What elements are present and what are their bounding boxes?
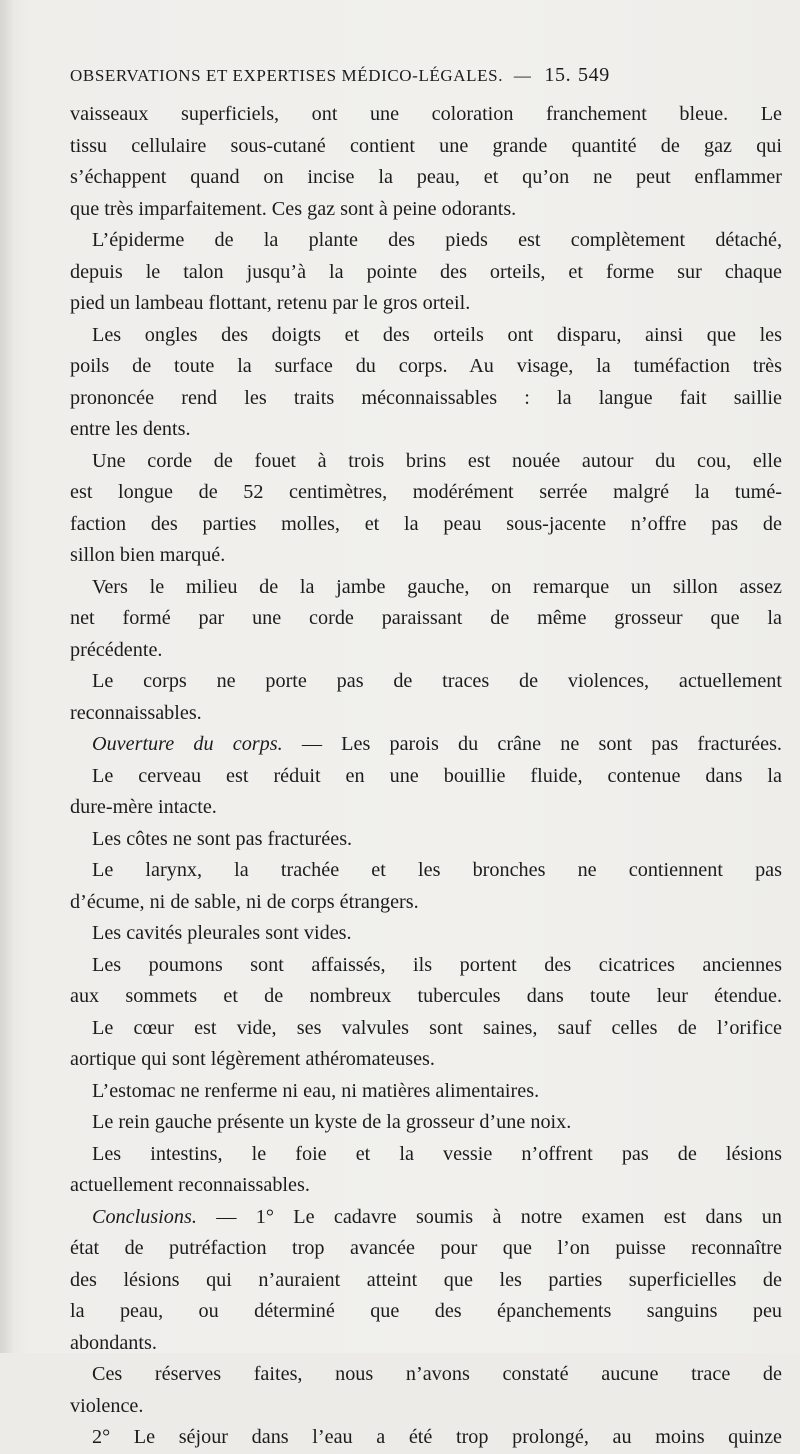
section-heading: Ouverture du corps. bbox=[92, 733, 283, 755]
text-line bbox=[70, 1233, 782, 1265]
text-line bbox=[70, 1328, 782, 1360]
line-text: état de putréfaction trop avancée pour que l’on puisse reconnaître bbox=[70, 1237, 782, 1259]
running-head bbox=[70, 64, 780, 90]
line-text: des lésions qui n’auraient atteint que les parties superficielles de bbox=[70, 1268, 782, 1291]
text-line bbox=[70, 1139, 782, 1171]
text-line bbox=[70, 761, 782, 793]
line-text: Les cavités pleurales sont vides. bbox=[92, 922, 352, 944]
line-text: poils de toute la surface du corps. Au visage, la tuméfaction très bbox=[70, 355, 782, 377]
line-text: Le larynx, la trachée et les bronches ne contiennent pas bbox=[92, 859, 782, 881]
text-line bbox=[70, 351, 782, 383]
line-text: Le cerveau est réduit en une bouillie fluide, contenue dans la bbox=[92, 764, 782, 787]
text-line bbox=[70, 225, 782, 257]
line-text: 2° Le séjour dans l’eau a été trop prolongé, au moins quinze bbox=[92, 1426, 782, 1448]
line-text: actuellement reconnaissables. bbox=[70, 1174, 310, 1196]
line-text: violence. bbox=[70, 1394, 144, 1417]
line-text: Les ongles des doigts et des orteils ont disparu, ainsi que les bbox=[92, 323, 782, 346]
text-line bbox=[70, 99, 782, 131]
line-text: Les poumons sont affaissés, ils portent des cicatrices anciennes bbox=[92, 953, 782, 976]
text-line bbox=[70, 288, 782, 320]
line-text: Le rein gauche présente un kyste de la grosseur d’une noix. bbox=[92, 1111, 572, 1133]
section-heading: Conclusions. bbox=[92, 1205, 197, 1228]
text-line bbox=[70, 1107, 782, 1139]
line-text: — Les parois du crâne ne sont pas fracturées. bbox=[282, 733, 782, 755]
text-line bbox=[70, 131, 782, 163]
text-line bbox=[70, 257, 782, 289]
text-line bbox=[70, 729, 782, 761]
text-line bbox=[70, 1044, 782, 1076]
line-text: que très imparfaitement. Ces gaz sont à peine odorants. bbox=[70, 197, 517, 220]
text-line bbox=[70, 194, 782, 226]
text-line bbox=[70, 1422, 782, 1454]
text-line bbox=[70, 162, 782, 194]
text-line bbox=[70, 540, 782, 572]
text-line bbox=[70, 918, 782, 950]
text-line bbox=[70, 320, 782, 352]
line-text: la peau, ou déterminé que des épanchements sanguins peu bbox=[70, 1300, 782, 1322]
text-line bbox=[70, 824, 782, 856]
line-text: aux sommets et de nombreux tubercules dans toute leur étendue. bbox=[70, 985, 782, 1007]
text-line bbox=[70, 477, 782, 509]
chapter-number: 15. bbox=[544, 64, 572, 86]
line-text: L’épiderme de la plante des pieds est complètement détaché, bbox=[92, 229, 782, 251]
text-line bbox=[70, 1013, 782, 1045]
line-text: prononcée rend les traits méconnaissables : la langue fait saillie bbox=[70, 386, 782, 409]
text-line bbox=[70, 666, 782, 698]
line-text: Les côtes ne sont pas fracturées. bbox=[92, 827, 353, 850]
text-line bbox=[70, 855, 782, 887]
body-text bbox=[70, 99, 782, 1454]
line-text: depuis le talon jusqu’à la pointe des orteils, et forme sur chaque bbox=[70, 260, 782, 283]
text-line bbox=[70, 1359, 782, 1391]
line-text: aortique qui sont légèrement athéromateuses. bbox=[70, 1048, 435, 1070]
text-line bbox=[70, 572, 782, 604]
line-text: abondants. bbox=[70, 1331, 157, 1354]
page-number: 549 bbox=[578, 64, 610, 86]
line-text: Le cœur est vide, ses valvules sont saines, sauf celles de l’orifice bbox=[92, 1016, 782, 1039]
line-text: s’échappent quand on incise la peau, et qu’on ne peut enflammer bbox=[70, 166, 782, 188]
running-head-title: OBSERVATIONS ET EXPERTISES MÉDICO-LÉGALES. bbox=[70, 66, 504, 85]
text-line bbox=[70, 887, 782, 919]
line-text: sillon bien marqué. bbox=[70, 544, 226, 566]
text-line bbox=[70, 603, 782, 635]
text-line bbox=[70, 950, 782, 982]
line-text: Une corde de fouet à trois brins est nouée autour du cou, elle bbox=[92, 449, 782, 472]
line-text: dure-mère intacte. bbox=[70, 796, 217, 818]
text-line bbox=[70, 1265, 782, 1297]
line-text: Les intestins, le foie et la vessie n’offrent pas de lésions bbox=[92, 1142, 782, 1165]
text-line bbox=[70, 635, 782, 667]
text-line bbox=[70, 509, 782, 541]
line-text: pied un lambeau flottant, retenu par le gros orteil. bbox=[70, 292, 471, 314]
text-line bbox=[70, 1076, 782, 1108]
line-text: Ces réserves faites, nous n’avons constaté aucune trace de bbox=[92, 1363, 782, 1385]
text-line bbox=[70, 1391, 782, 1423]
line-text: Vers le milieu de la jambe gauche, on remarque un sillon assez bbox=[92, 575, 782, 598]
line-text: vaisseaux superficiels, ont une coloration franchement bleue. Le bbox=[70, 103, 782, 125]
line-text: tissu cellulaire sous-cutané contient une grande quantité de gaz qui bbox=[70, 134, 782, 157]
text-line bbox=[70, 698, 782, 730]
text-line bbox=[70, 414, 782, 446]
text-line bbox=[70, 446, 782, 478]
text-line bbox=[70, 1170, 782, 1202]
text-line bbox=[70, 1202, 782, 1234]
text-line bbox=[70, 792, 782, 824]
text-line bbox=[70, 1296, 782, 1328]
line-text: — 1° Le cadavre soumis à notre examen est dans un bbox=[196, 1205, 782, 1228]
text-line bbox=[70, 981, 782, 1013]
line-text: entre les dents. bbox=[70, 418, 191, 440]
line-text: L’estomac ne renferme ni eau, ni matières alimentaires. bbox=[92, 1079, 540, 1102]
line-text: Le corps ne porte pas de traces de violences, actuellement bbox=[92, 670, 782, 692]
line-text: reconnaissables. bbox=[70, 701, 202, 724]
page-gutter-shadow bbox=[0, 0, 14, 1353]
text-line bbox=[70, 383, 782, 415]
line-text: est longue de 52 centimètres, modérément serrée malgré la tumé- bbox=[70, 481, 782, 503]
line-text: d’écume, ni de sable, ni de corps étrangers. bbox=[70, 890, 419, 913]
line-text: net formé par une corde paraissant de même grosseur que la bbox=[70, 607, 782, 629]
line-text: faction des parties molles, et la peau sous-jacente n’offre pas de bbox=[70, 512, 782, 535]
running-head-separator: — bbox=[513, 66, 532, 85]
line-text: précédente. bbox=[70, 638, 163, 661]
